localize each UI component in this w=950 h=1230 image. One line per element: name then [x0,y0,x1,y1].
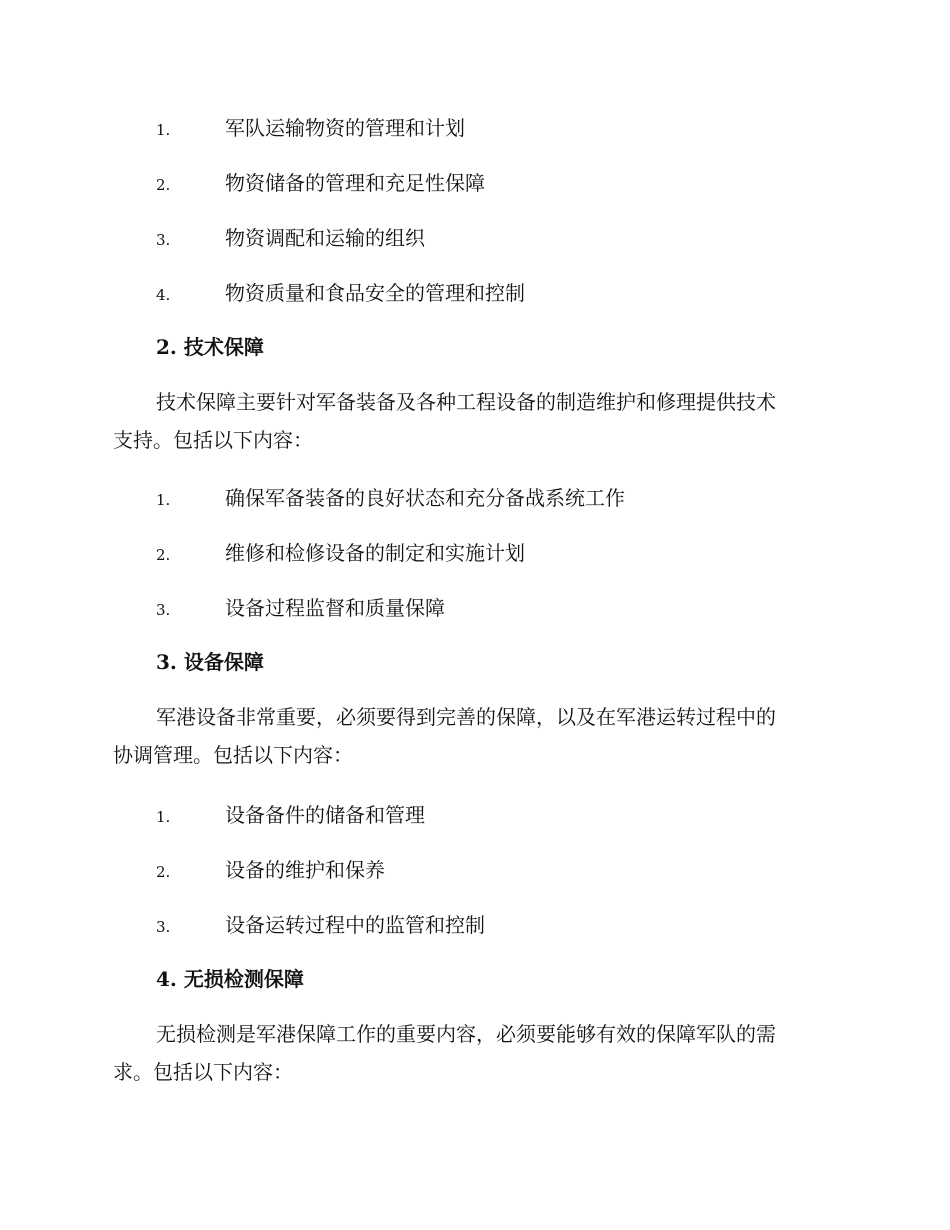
paragraph-line: 协调管理。包括以下内容： [113,743,353,767]
list-text: 物资储备的管理和充足性保障 [225,171,485,195]
list-item [0,800,950,830]
list-text: 设备的维护和保养 [225,858,385,882]
list-text: 维修和检修设备的制定和实施计划 [225,541,525,565]
list-text: 军队运输物资的管理和计划 [225,116,465,140]
list-number: 2. [156,546,171,564]
section-paragraph [113,698,835,774]
list-text: 设备运转过程中的监管和控制 [225,913,485,937]
paragraph-line: 支持。包括以下内容： [113,428,313,452]
list-number: 3. [156,231,171,249]
list-item [0,483,950,513]
list-number: 1. [156,121,171,139]
list-number: 1. [156,491,171,509]
list-number: 2. [156,176,171,194]
paragraph-line: 求。包括以下内容： [113,1060,293,1084]
list-text: 设备备件的储备和管理 [225,803,425,827]
list-number: 3. [156,918,171,936]
list-item [0,223,950,253]
paragraph-line: 无损检测是军港保障工作的重要内容，必须要能够有效的保障军队的需 [156,1022,776,1046]
list-number: 1. [156,808,171,826]
section-heading-equipment-support: 3. 设备保障 [156,650,264,674]
list-text: 设备过程监督和质量保障 [225,596,445,620]
list-text: 物资质量和食品安全的管理和控制 [225,281,525,305]
list-item [0,910,950,940]
list-item [0,113,950,143]
section-paragraph [113,1015,835,1091]
section-heading-technical-support: 2. 技术保障 [156,335,264,359]
list-item [0,855,950,885]
list-text: 确保军备装备的良好状态和充分备战系统工作 [225,486,625,510]
list-item [0,593,950,623]
list-number: 3. [156,601,171,619]
paragraph-line: 军港设备非常重要，必须要得到完善的保障，以及在军港运转过程中的 [156,705,776,729]
list-item [0,538,950,568]
section-paragraph [113,383,835,459]
list-number: 4. [156,286,171,304]
list-item [0,278,950,308]
paragraph-line: 技术保障主要针对军备装备及各种工程设备的制造维护和修理提供技术 [156,390,776,414]
list-text: 物资调配和运输的组织 [225,226,425,250]
list-item [0,168,950,198]
section-heading-nondestructive-testing: 4. 无损检测保障 [156,967,304,991]
list-number: 2. [156,863,171,881]
